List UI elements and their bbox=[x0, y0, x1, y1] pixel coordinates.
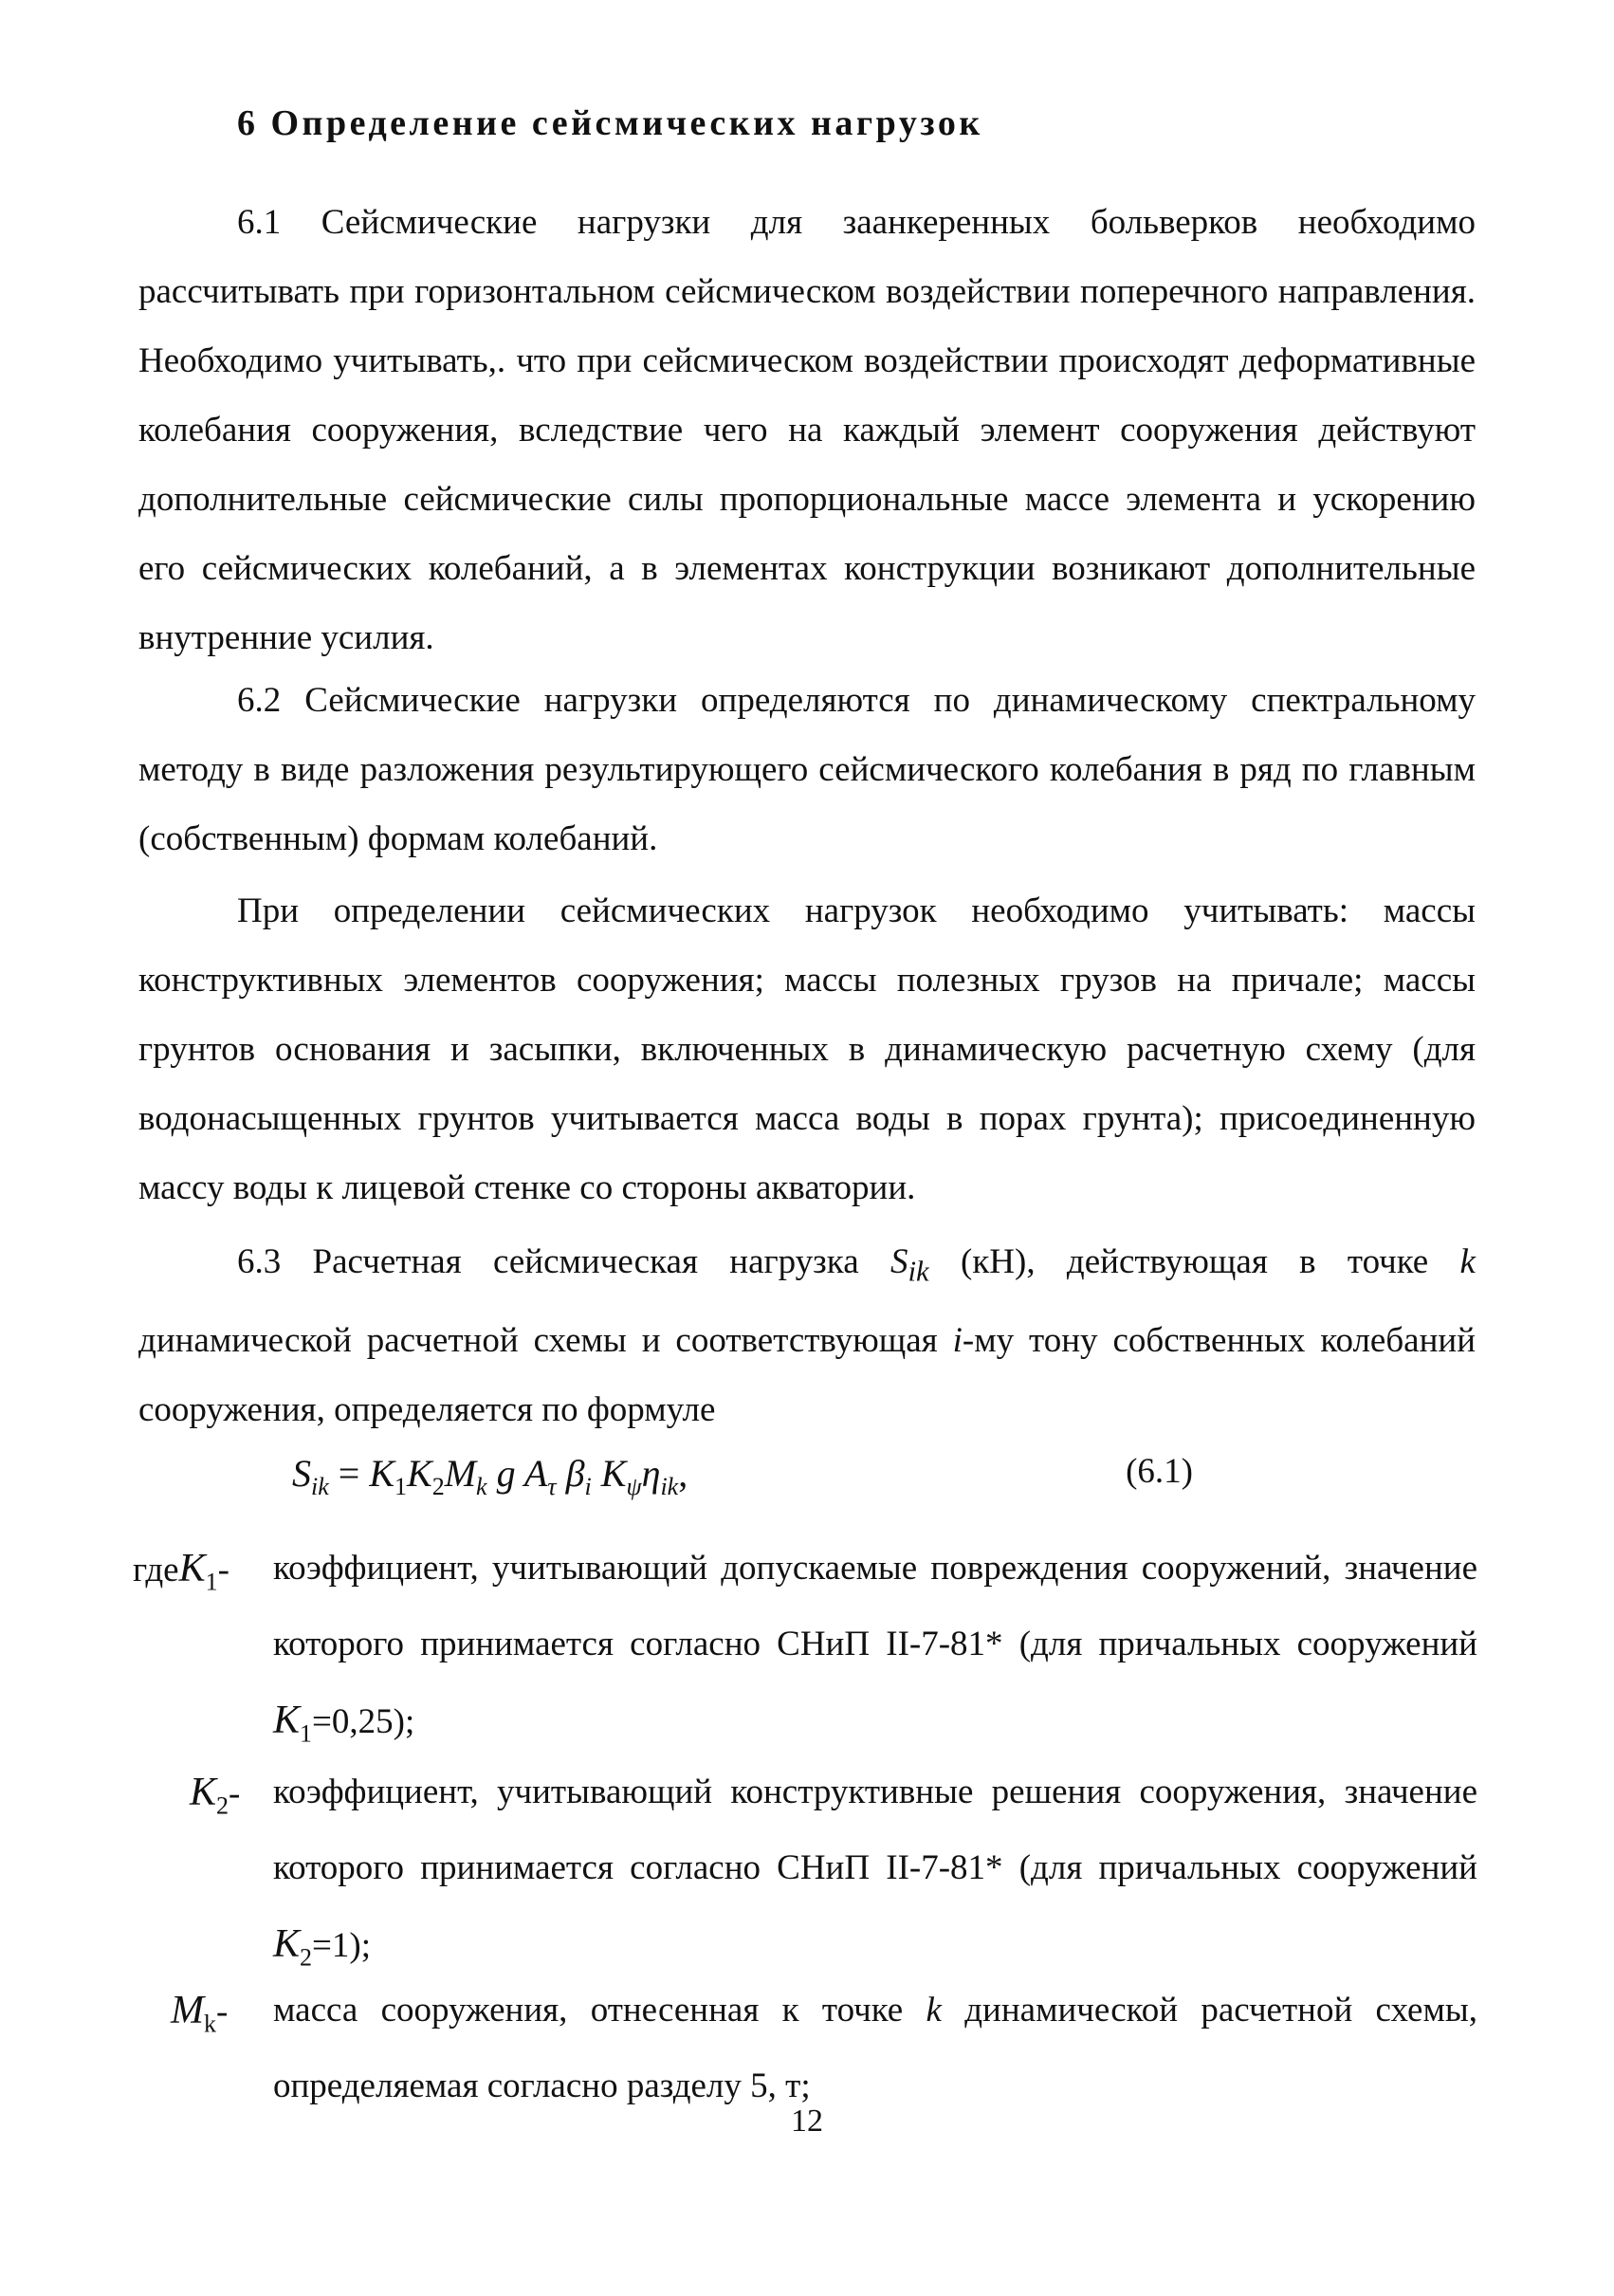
paragraph-masses: При определении сейсмических нагрузок необходимо учитывать: массы конструктивных элементов сооружения; массы полезных грузов на причале; массы грунтов основания и засыпки, включенных в динамическую расчетную схему (для водонасыщенных грунтов учитывается масса воды в порах грунта); присоединенную массу воды к лицевой стенке со стороны акватории. bbox=[138, 891, 1476, 1207]
document-page: 6 Определение сейсмических нагрузок 6.1 Сейсмические нагрузки для заанкеренных больверков необходимо рассчитывать при горизонтальном сейсмическом воздействии поперечного направления. Необходимо учитывать,. что при сейсмическом воздействии происходят деформативные колебания сооружения, вследствие чего на каждый элемент сооружения действуют дополнительные сейсмические силы пропорциональные массе элемента и ускорению его сейсмических колебаний, а в элементах конструкции возникают дополнительные внутренние усилия. 6.2 Сейсмические нагрузки определяются по динамическому спектральному методу в виде разложения результирующего сейсмического колебания в ряд по главным (собственным) формам колебаний. При определении сейсмических нагрузок необходимо учитывать: массы конструктивных элементов сооружения; массы полезных грузов на причале; массы грунтов основания и засыпки, включенных в динамическую расчетную схему (для водонасыщенных грунтов учитывается масса воды в порах грунта); присоединенную массу воды к лицевой стенке со стороны акватории. 6.3 Расчетная сейсмическая нагрузка $S_{ik}$ (кН), действующая в точке k динамической расчетной схемы и соответствующая i-му тону собственных колебаний сооружения, определяется по формуле $S_{ik} = K_1K_2M_k$ g $A_\tau$ $\beta_i$ $K_\psi\eta_{ik}$, (6.1) гдеK$_1$- коэффициент, учитывающий допускаемые повреждения сооружений, значение которого принимается согласно СНиП II-7-81* (для причальных сооружений $K_1=0,25$); $K_2-$ коэффициент, учитывающий конструктивные решения сооружения, значение которого принимается согласно СНиП II-7-81* (для причальных сооружений $K_2=1$); $M_k-$ масса сооружения, отнесенная к точке k динамической расчетной схемы, определяемая согласно разделу 5, т; 12 bbox=[0, 0, 1614, 2296]
formula-number: (6.1) bbox=[1126, 1452, 1193, 1491]
page-number: 12 bbox=[791, 2103, 823, 2139]
paragraph-6-1: 6.1 Сейсмические нагрузки для заанкеренных больверков необходимо рассчитывать при горизонтальном сейсмическом воздействии поперечного направления. Необходимо учитывать,. что при сейсмическом воздействии происходят деформативные колебания сооружения, вследствие чего на каждый элемент сооружения действуют дополнительные сейсмические силы пропорциональные массе элемента и ускорению его сейсмических колебаний, а в элементах конструкции возникают дополнительные внутренние усилия. bbox=[138, 203, 1476, 657]
formula-expression: $S_{ik} = K_1K_2M_k$ g $A_\tau$ $\beta_i$ $K_\psi\eta_{ik}$, bbox=[292, 1452, 688, 1500]
symbol-s-ik: $S_{ik}$ bbox=[890, 1242, 929, 1288]
symbol-k1: $K_1$ bbox=[178, 1547, 218, 1596]
formula-6-1 bbox=[292, 1451, 1193, 1523]
paragraph-6-2: 6.2 Сейсмические нагрузки определяются по динамическому спектральному методу в виде разложения результирующего сейсмического колебания в ряд по главным (собственным) формам колебаний. bbox=[138, 681, 1476, 858]
paragraph-6-3: 6.3 Расчетная сейсмическая нагрузка $S_{ik}$ (кН), действующая в точке k динамической расчетной схемы и соответствующая i-му тону собственных колебаний сооружения, определяется по формуле bbox=[138, 1242, 1476, 1430]
symbol-mk: $M_k$ bbox=[171, 1989, 216, 2038]
section-heading: 6 Определение сейсмических нагрузок bbox=[237, 103, 983, 143]
symbol-k2: $K_2$ bbox=[190, 1771, 229, 1820]
